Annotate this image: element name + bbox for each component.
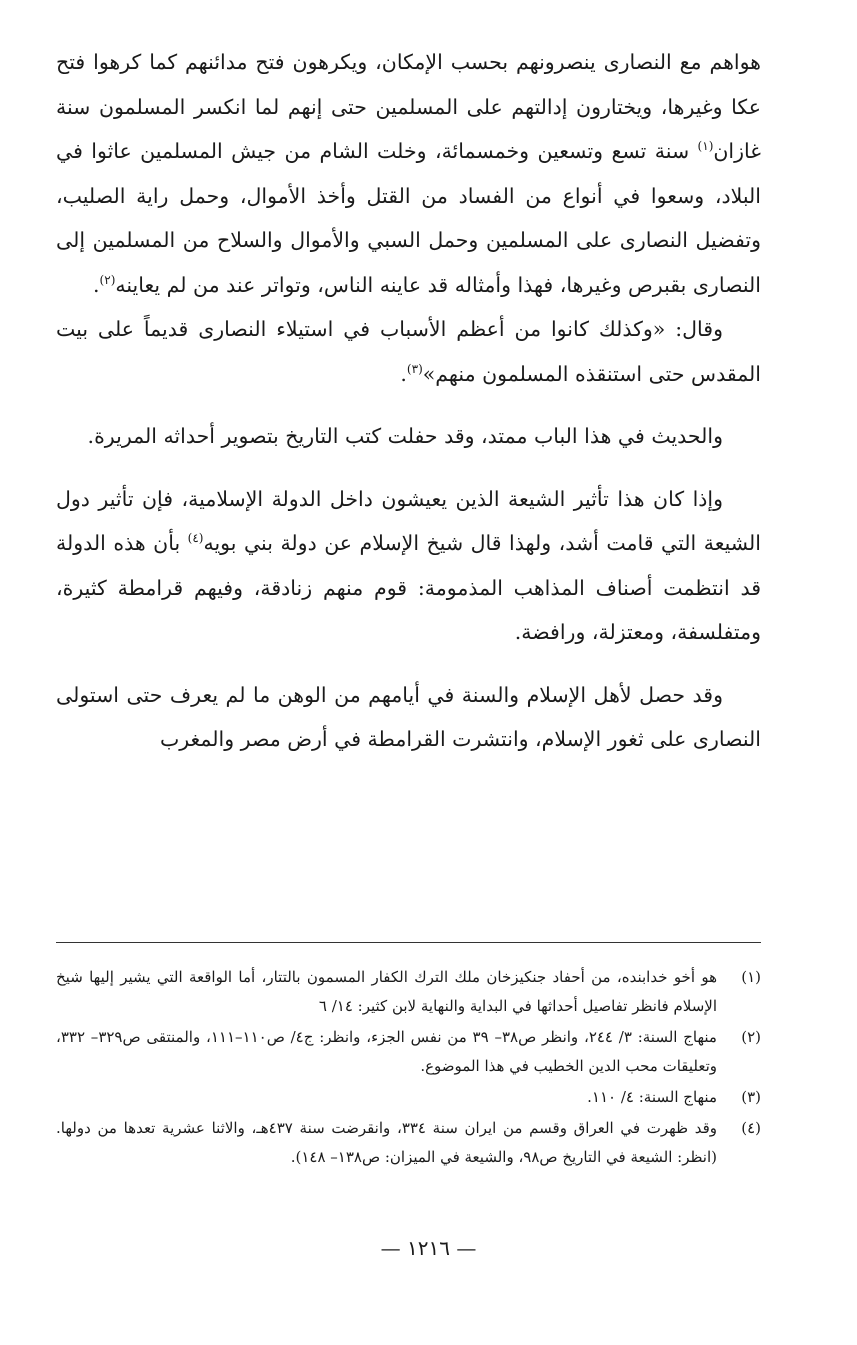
paragraph-5: وقد حصل لأهل الإسلام والسنة في أيامهم من الوهن ما لم يعرف حتى استولى النصارى على ثغور الإسلام، وانتشرت القرامطة في أرض مصر والمغرب [56,682,761,751]
paragraph-2 [56,307,761,396]
footnote-item [56,1023,761,1081]
text-run: . [400,361,407,386]
text-run: سنة تسع وتسعين وخمسمائة، وخلت الشام من جيش المسلمين عاثوا في البلاد، وسعوا في أنواع من الفساد من القتل وأخذ الأموال، وحمل راية الصليب، وتفضيل النصارى على المسلمين وحمل السبي والأموال والسلاح من المسلمين إلى النصارى بقبرص وغيرها، فهذا وأمثاله قد عاينه الناس، وتواتر عند من لم يعاينه [56,139,761,297]
footnotes-section [56,942,761,1174]
footnote-number: (٤) [741,1119,761,1137]
footnote-ref-3[interactable]: (٣) [406,361,423,376]
footnote-text: هو أخو خدابنده، من أحفاد جنكيزخان ملك الترك الكفار المسمون بالتتار، أما الواقعة التي يشير إليها شيخ الإسلام فانظر تفاصيل أحداثها في البداية والنهاية لابن كثير: ١٤/ ٦ [56,968,717,1015]
paragraph-3: والحديث في هذا الباب ممتد، وقد حفلت كتب التاريخ بتصوير أحداثه المريرة. [87,424,723,448]
text-run: وقال: «وكذلك كانوا من أعظم الأسباب في استيلاء النصارى قديماً على بيت المقدس حتى استنقذه المسلمون منهم» [56,317,761,386]
footnote-ref-2[interactable]: (٢) [99,272,116,287]
footnote-number: (٣) [741,1088,761,1106]
footnote-item [56,1083,761,1112]
text-run: هواهم مع النصارى ينصرونهم بحسب الإمكان، ويكرهون فتح مدائنهم كما كرهوا فتح عكا وغيرها، ويختارون إدالتهم على المسلمين حتى إنهم لما انكسر المسلمون سنة غازان [56,50,761,163]
footnote-item [56,1114,761,1172]
footnote-number: (١) [741,968,761,986]
footnote-item [56,963,761,1021]
footnote-text: منهاج السنة: ٣/ ٢٤٤، وانظر ص٣٨– ٣٩ من نفس الجزء، وانظر: ج٤/ ص١١٠–١١١، والمنتقى ص٣٢٩– ٣٣٢، وتعليقات محب الدين الخطيب في هذا الموضوع. [56,1028,717,1075]
main-text [56,40,761,762]
paragraph-1 [56,40,761,307]
footnote-text: وقد ظهرت في العراق وقسم من ايران سنة ٣٣٤، وانقرضت سنة ٤٣٧هـ، والاثنا عشرية تعدها من دولها. (انظر: الشيعة في التاريخ ص٩٨، والشيعة في الميزان: ص١٣٨– ١٤٨). [56,1119,717,1166]
footnote-number: (٢) [741,1028,761,1046]
footnote-ref-1[interactable]: (١) [697,139,714,154]
footnote-text: منهاج السنة: ٤/ ١١٠. [587,1088,717,1106]
paragraph-4 [56,477,761,655]
text-run: بأن هذه الدولة قد انتظمت أصناف المذاهب المذمومة: قوم منهم زنادقة، وفيهم قرامطة كثيرة، ومتفلسفة، ومعتزلة، ورافضة. [56,531,761,644]
text-run: وإذا كان هذا تأثير الشيعة الذين يعيشون داخل الدولة الإسلامية، فإن تأثير دول الشيعة التي قامت أشد، ولهذا قال شيخ الإسلام عن دولة بني بويه [56,486,761,555]
page-number: — ١٢١٦ — [380,1236,477,1260]
text-run: . [93,272,100,297]
footnote-ref-4[interactable]: (٤) [187,531,204,546]
